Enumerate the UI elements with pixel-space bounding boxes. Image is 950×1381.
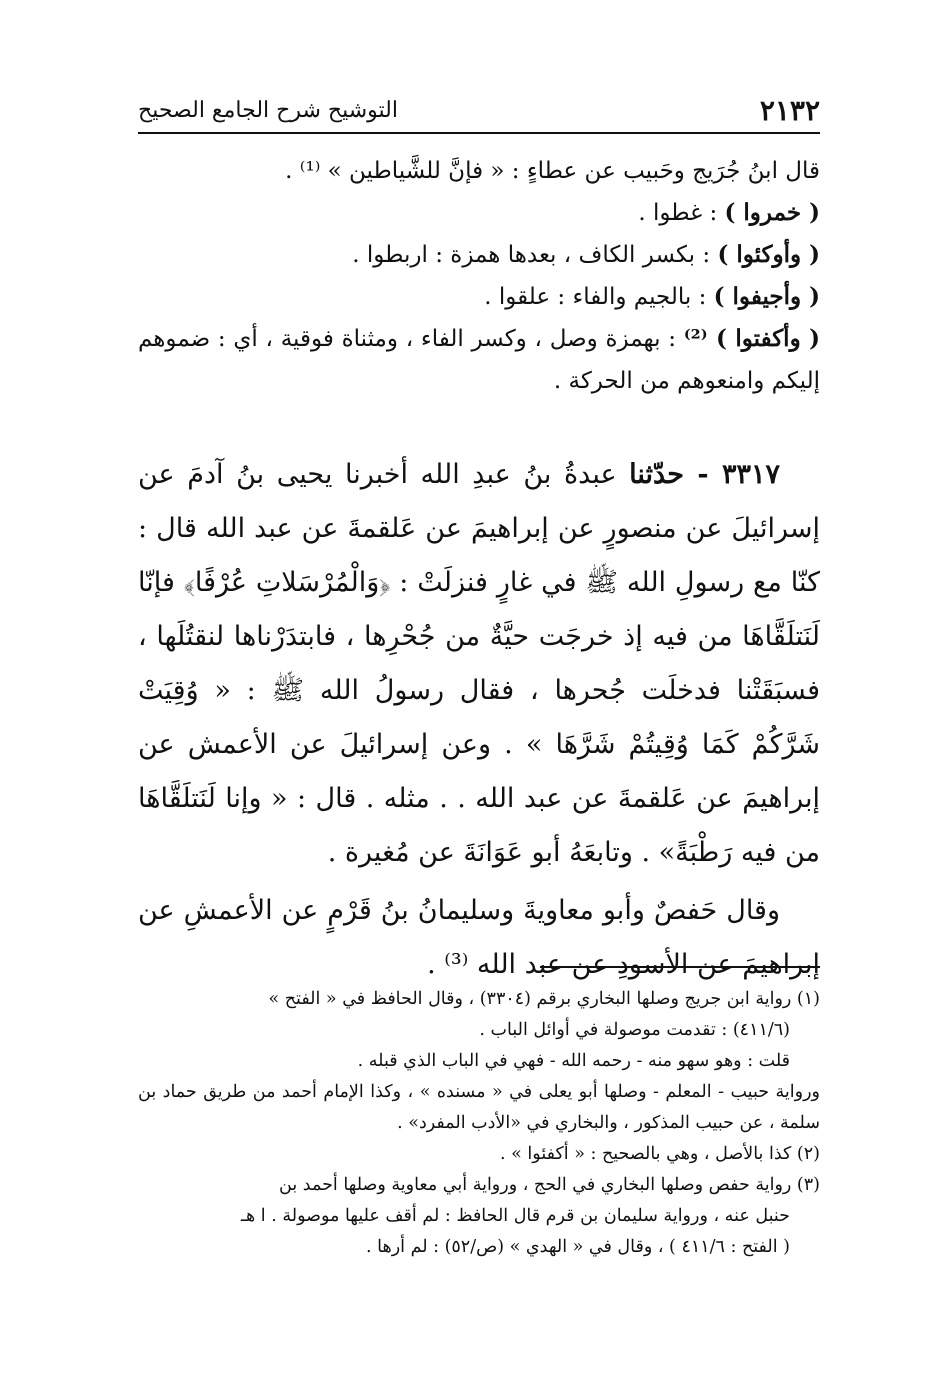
intro-line: قال ابنُ جُرَيج وحَبيب عن عطاءٍ : « فإنَّ للشَّياطين » ⁽¹⁾ .: [285, 158, 820, 184]
running-header: [138, 92, 820, 134]
footnote-line: ( الفتح : ٤١١/٦ ) ، وقال في « الهدي » (ص/٥٢) : لم أرها .: [366, 1237, 790, 1257]
footnote-line: قلت : وهو سهو منه - رحمه الله - فهي في الباب الذي قبله .: [357, 1051, 790, 1071]
gloss-definition: : بهمزة وصل ، وكسر الفاء ، ومثناة فوقية ، أي : ضموهم إليكم وامنعوهم من الحركة .: [138, 326, 820, 394]
footnote-line: (١) رواية ابن جريج وصلها البخاري برقم (٣٣٠٤) ، وقال الحافظ في « الفتح »: [268, 989, 820, 1009]
hadith-section: [138, 448, 820, 992]
hadith-number: ٣٣١٧ - حدّثنا: [629, 459, 780, 490]
gloss-term: ( وأوكئوا ): [717, 241, 820, 268]
footnote-separator: [540, 966, 820, 968]
gloss-entry: [138, 192, 820, 234]
hadith-paragraph: [138, 448, 820, 880]
gloss-entry: [138, 234, 820, 276]
gloss-definition: : بالجيم والفاء : علقوا .: [484, 284, 714, 310]
intro-section: [138, 150, 820, 402]
gloss-term: ( وأكفتوا ) ⁽²⁾: [683, 325, 821, 352]
footnote-line: حنبل عنه ، ورواية سليمان بن قرم قال الحافظ : لم أقف عليها موصولة . ا هـ: [240, 1206, 790, 1226]
book-title: التوشيح شرح الجامع الصحيح: [138, 98, 398, 123]
gloss-definition: : بكسر الكاف ، بعدها همزة : اربطوا .: [352, 242, 718, 268]
gloss-term: ( خمروا ): [724, 199, 820, 226]
gloss-term: ( وأجيفوا ): [713, 283, 820, 310]
gloss-entry: [138, 318, 820, 402]
footnote-line: (٢) كذا بالأصل ، وهي بالصحيح : « أكفئوا » .: [500, 1144, 820, 1164]
gloss-entry: [138, 276, 820, 318]
footnotes: [138, 984, 820, 1263]
hadith-text: عبدةُ بنُ عبدِ الله أخبرنا يحيى بنُ آدمَ عن إسرائيلَ عن منصورٍ عن إبراهيمَ عن عَلقمةَ عن عبد الله قال : كنّا مع رسولِ الله ﷺ في غارٍ فنزلَتْ : ﴿وَالْمُرْسَلاتِ عُرْفًا﴾ فإنّا لَنَتلَقَّاهَا من فيه إذ خرجَت حيَّةٌ من جُحْرِها ، فابتدَرْناها لنقتُلَها ، فسبَقَتْنا فدخلَت جُحرها ، فقال رسولُ الله ﷺ : « وُقِيَتْ شَرَّكُمْ كَمَا وُقِيتُمْ شَرَّهَا » . وعن إسرائيلَ عن الأعمش عن إبراهيمَ عن عَلقمةَ عن عبد الله . . مثله . قال : « وإنا لَنَتلَقَّاهَا من فيه رَطْبَةً» . وتابعَهُ أبو عَوَانَةَ عن مُغيرة .: [138, 459, 820, 868]
hadith-paragraph: وقال حَفصٌ وأبو معاويةَ وسليمانُ بنُ قَرْمٍ عن الأعمشِ عن إبراهيمَ عن الأسودِ عن عبد الله ⁽³⁾ .: [138, 895, 820, 980]
footnote-line: ورواية حبيب - المعلم - وصلها أبو يعلى في « مسنده » ، وكذا الإمام أحمد من طريق حماد بن سلمة ، عن حبيب المذكور ، والبخاري في «الأدب المفرد» .: [138, 1082, 820, 1133]
footnote-line: (٤١١/٦) : تقدمت موصولة في أوائل الباب .: [479, 1020, 790, 1040]
footnote-line: (٣) رواية حفص وصلها البخاري في الحج ، ورواية أبي معاوية وصلها أحمد بن: [279, 1175, 820, 1195]
page-number: ٢١٣٢: [759, 94, 820, 127]
gloss-definition: : غطوا .: [638, 200, 725, 226]
